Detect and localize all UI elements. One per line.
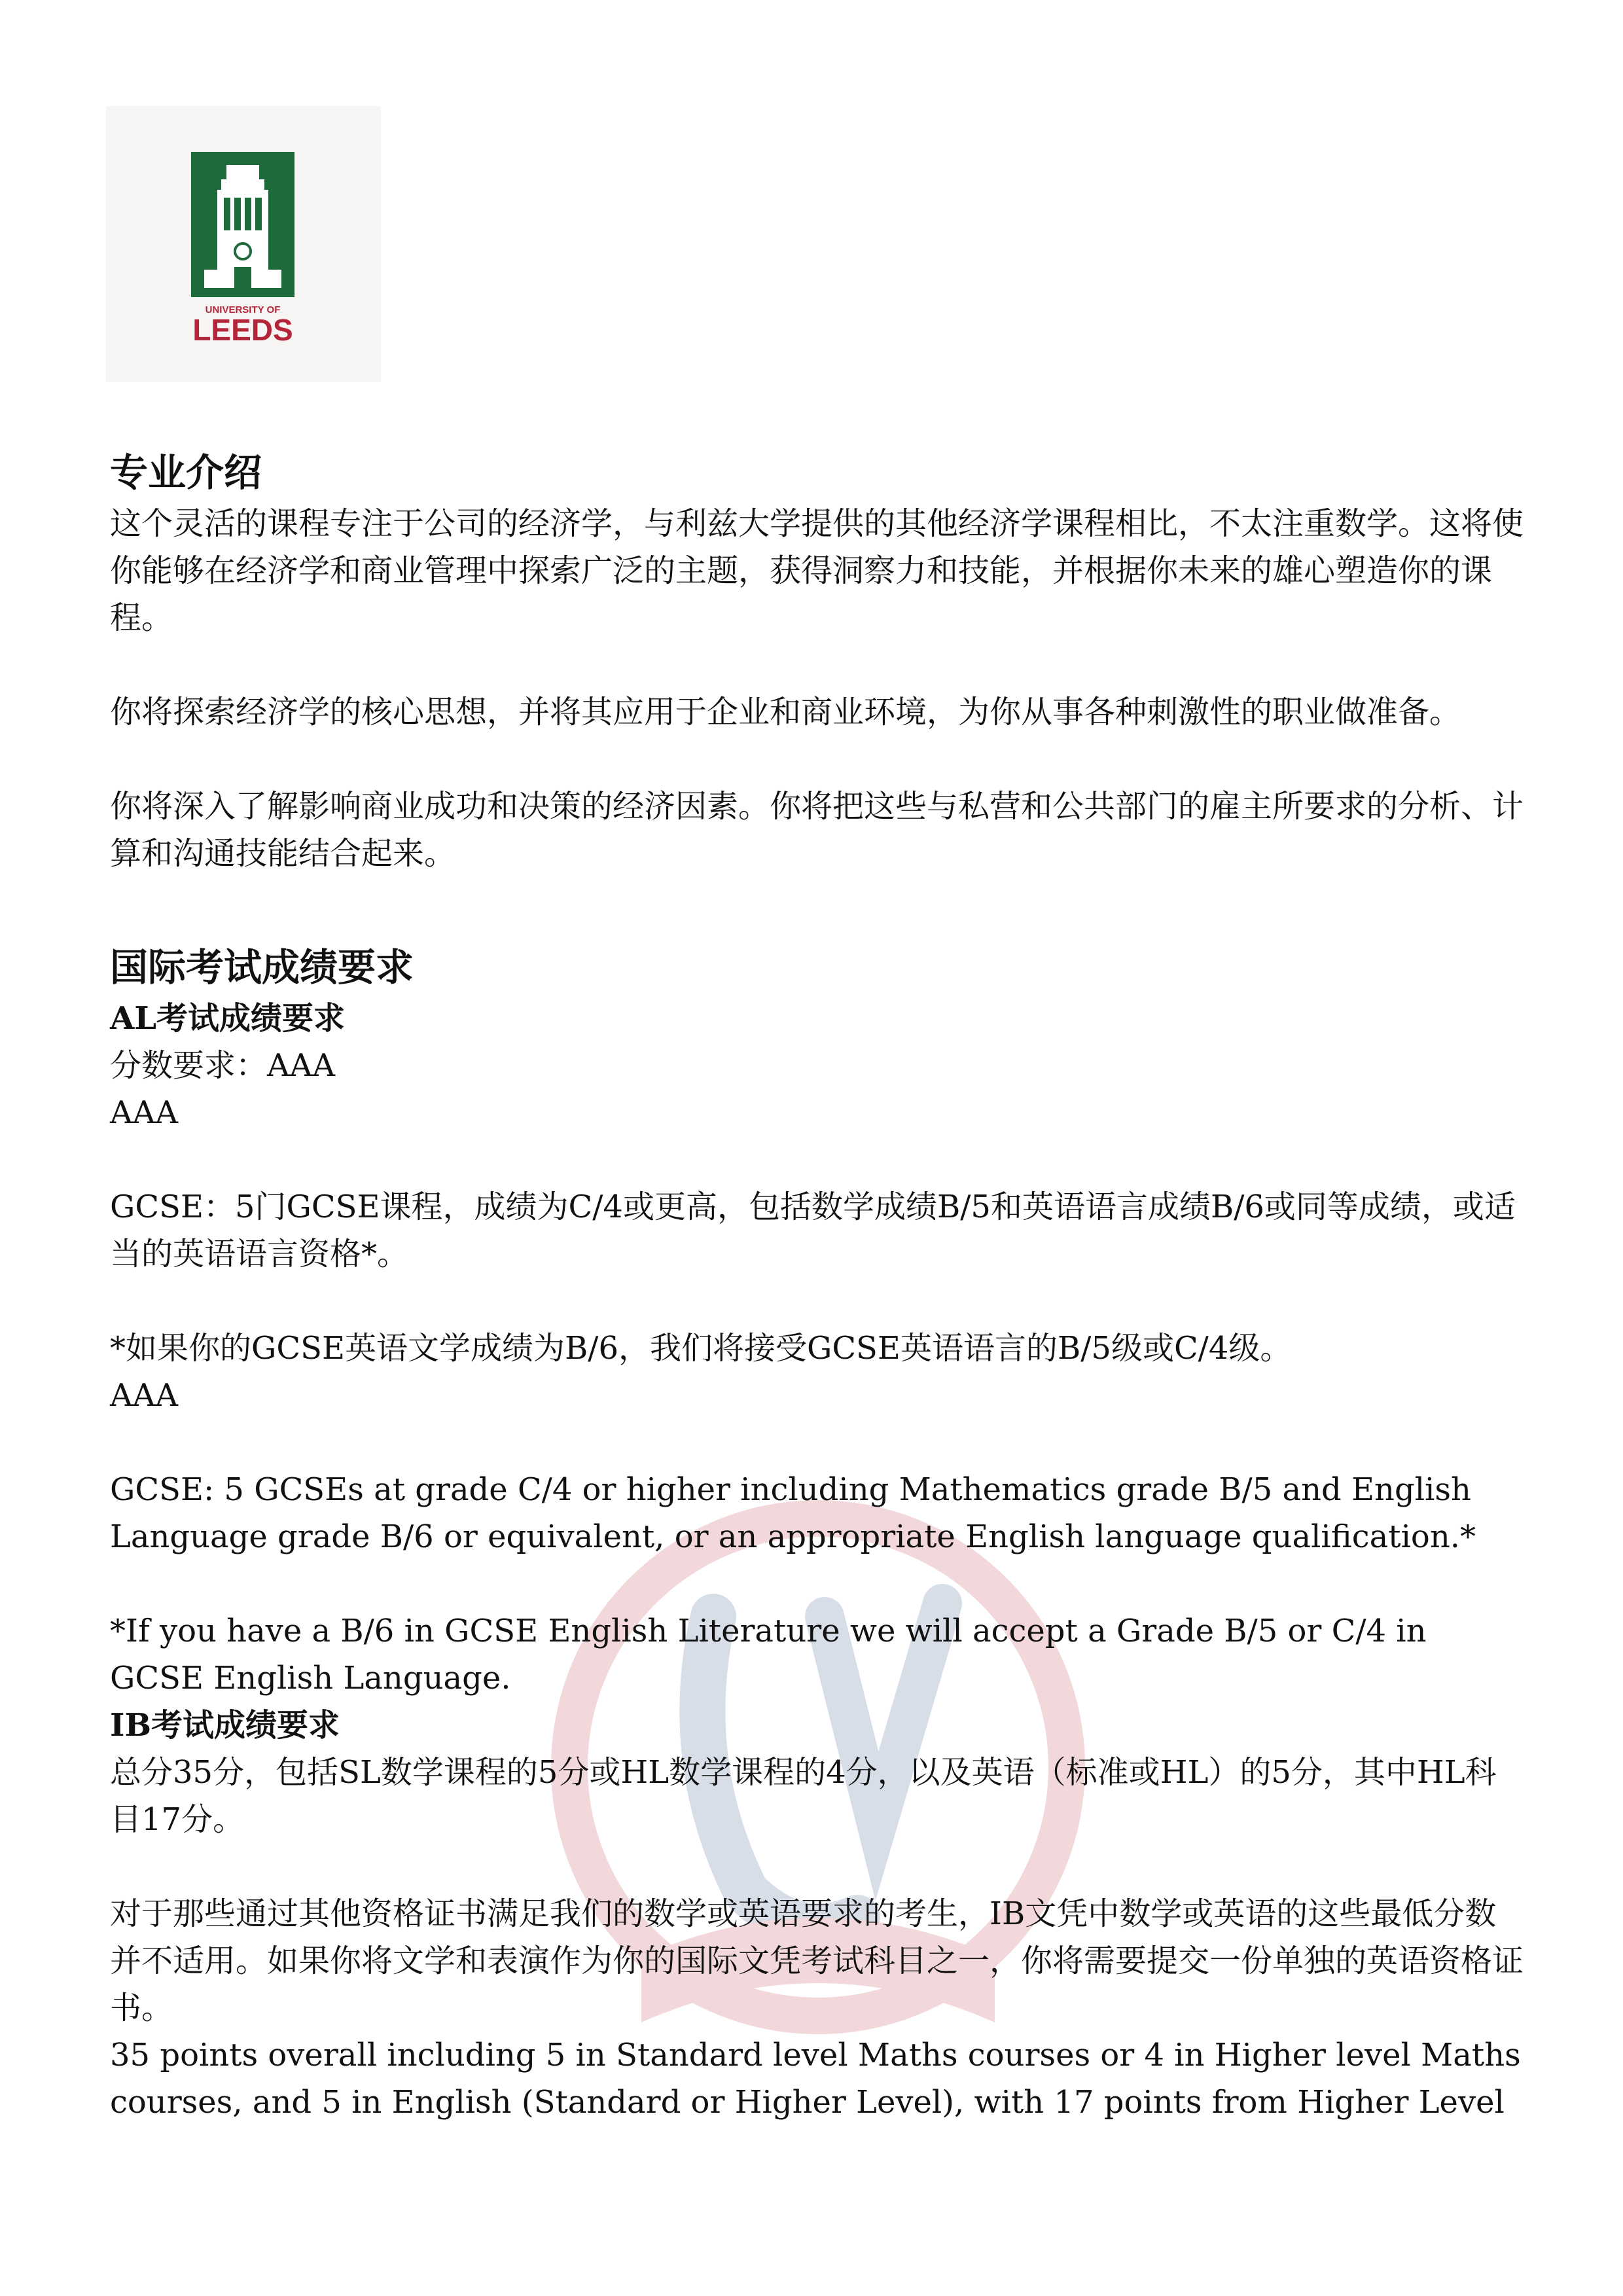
leeds-tower-icon — [106, 106, 381, 382]
ib-note-cn: 对于那些通过其他资格证书满足我们的数学或英语要求的考生，IB文凭中数学或英语的这些最低分数并不适用。如果你将文学和表演作为你的国际文凭考试科目之一，你将需要提交一份单独的英语资格证书。 — [110, 1895, 1524, 2026]
al-note-cn: *如果你的GCSE英语文学成绩为B/6，我们将接受GCSE英语语言的B/5级或C/4级。 — [110, 1330, 1292, 1367]
al-grade-1: AAA — [110, 1094, 178, 1131]
al-grade-2: AAA — [110, 1377, 178, 1414]
intro-paragraph-3: 你将深入了解影响商业成功和决策的经济因素。你将把这些与私营和公共部门的雇主所要求的分析、计算和沟通技能结合起来。 — [110, 788, 1524, 872]
al-gcse-cn: GCSE：5门GCSE课程，成绩为C/4或更高，包括数学成绩B/5和英语语言成绩B/6或同等成绩，或适当的英语语言资格*。 — [110, 1189, 1516, 1272]
al-note-en: *If you have a B/6 in GCSE English Literature we will accept a Grade B/5 or C/4 in GCSE English Language. — [110, 1613, 1436, 1696]
al-score: 分数要求：AAA — [110, 1047, 335, 1084]
intro-paragraph-1: 这个灵活的课程专注于公司的经济学，与利兹大学提供的其他经济学课程相比，不太注重数学。这将使你能够在经济学和商业管理中探索广泛的主题，获得洞察力和技能，并根据你未来的雄心塑造你的课程。 — [110, 505, 1524, 636]
ib-heading: IB考试成绩要求 — [110, 1707, 340, 1744]
logo-line1: UNIVERSITY OF — [205, 304, 281, 315]
ib-total-cn: 总分35分，包括SL数学课程的5分或HL数学课程的4分，以及英语（标准或HL）的5分，其中HL科目17分。 — [110, 1754, 1497, 1838]
al-heading: AL考试成绩要求 — [110, 1000, 345, 1037]
logo-line2: LEEDS — [192, 313, 293, 347]
university-logo — [106, 106, 381, 382]
intro-paragraph-2: 你将探索经济学的核心思想，并将其应用于企业和商业环境，为你从事各种刺激性的职业做准备。 — [110, 694, 1461, 730]
document-body — [110, 445, 1531, 2126]
intro-heading: 专业介绍 — [110, 450, 262, 495]
requirements-heading: 国际考试成绩要求 — [110, 945, 414, 990]
ib-total-en: 35 points overall including 5 in Standard level Maths courses or 4 in Higher level Maths courses, and 5 in English (Standard or Higher Level), with 17 points from Higher Level — [110, 2037, 1531, 2121]
al-gcse-en: GCSE: 5 GCSEs at grade C/4 or higher including Mathematics grade B/5 and English Language grade B/6 or equivalent, or an appropriate English language qualification.* — [110, 1471, 1482, 1555]
